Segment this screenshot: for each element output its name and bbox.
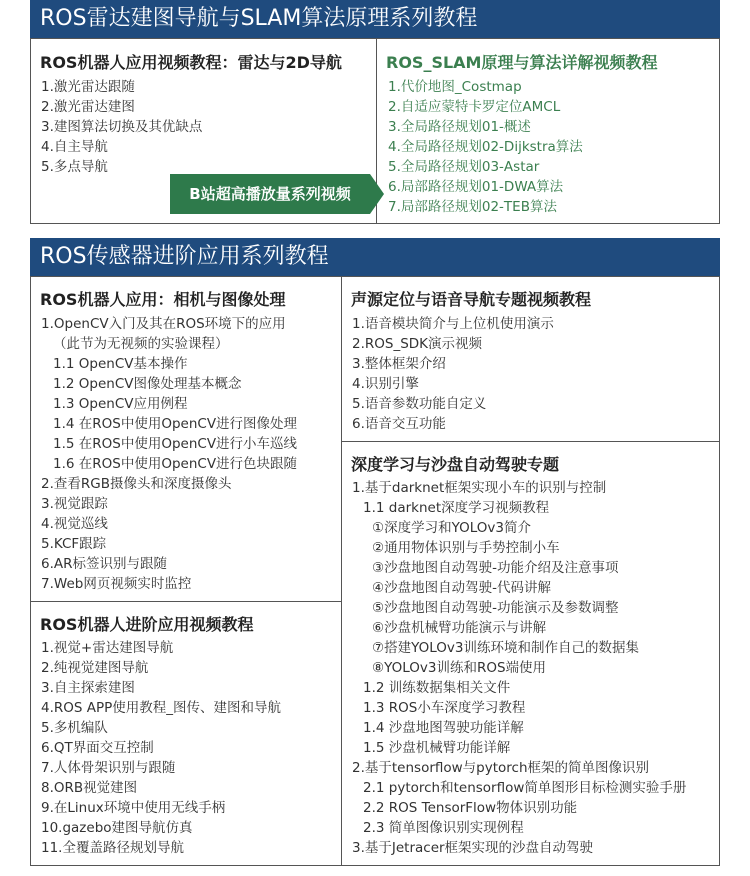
list-item: 3.建图算法切换及其优缺点 [41, 119, 203, 135]
list-item: 7.人体骨架识别与跟随 [41, 760, 176, 776]
list-item: ④沙盘地图自动驾驶-代码讲解 [372, 580, 551, 596]
list-item: 2.1 pytorch和tensorflow简单图形目标检测实验手册 [363, 780, 687, 796]
list-item: 5.KCF跟踪 [41, 536, 107, 552]
section2-banner: ROS传感器进阶应用系列教程 [30, 238, 720, 276]
list-item: 7.Web网页视频实时监控 [41, 576, 192, 592]
list-item: ①深度学习和YOLOv3简介 [372, 520, 531, 536]
advanced-list [41, 638, 281, 858]
list-item: 1.4 在ROS中使用OpenCV进行图像处理 [53, 416, 298, 432]
list-item: 9.在Linux环境中使用无线手柄 [41, 800, 226, 816]
list-item: 3.视觉跟踪 [41, 496, 108, 512]
list-item: 10.gazebo建图导航仿真 [41, 820, 193, 836]
list-item: 1.视觉+雷达建图导航 [41, 640, 174, 656]
list-item: 1.4 沙盘地图驾驶功能详解 [363, 720, 524, 736]
list-item: 4.全局路径规划02-Dijkstra算法 [388, 139, 583, 155]
lidar-nav-title: ROS机器人应用视频教程：雷达与2D导航 [40, 53, 342, 72]
list-item: （此节为无视频的实验课程） [53, 336, 229, 352]
camera-title: ROS机器人应用：相机与图像处理 [40, 290, 286, 309]
badge-arrow-icon [370, 174, 384, 214]
list-item: 1.语音模块简介与上位机使用演示 [352, 316, 554, 332]
list-item: 1.1 OpenCV基本操作 [53, 356, 188, 372]
list-item: 2.激光雷达建图 [41, 99, 135, 115]
section1-banner: ROS雷达建图导航与SLAM算法原理系列教程 [30, 0, 720, 38]
advanced-title: ROS机器人进阶应用视频教程 [40, 615, 254, 634]
list-item: 4.识别引擎 [352, 376, 419, 392]
list-item: 3.基于Jetracer框架实现的沙盘自动驾驶 [352, 840, 594, 856]
list-item: 6.QT界面交互控制 [41, 740, 154, 756]
list-item: 2.查看RGB摄像头和深度摄像头 [41, 476, 232, 492]
camera-list [41, 314, 297, 594]
list-item: 1.基于darknet框架实现小车的识别与控制 [352, 480, 607, 496]
list-item: 3.自主探索建图 [41, 680, 135, 696]
right-split-line [341, 441, 720, 442]
list-item: 3.全局路径规划01-概述 [388, 119, 531, 135]
list-item: ②通用物体识别与手势控制小车 [372, 540, 560, 556]
list-item: 2.ROS_SDK演示视频 [352, 336, 483, 352]
list-item: 1.代价地图_Costmap [388, 79, 522, 95]
list-item: 4.ROS APP使用教程_图传、建图和导航 [41, 700, 282, 716]
list-item: 3.整体框架介绍 [352, 356, 446, 372]
list-item: 1.3 OpenCV应用例程 [53, 396, 188, 412]
list-item: 2.基于tensorflow与pytorch框架的简单图像识别 [352, 760, 650, 776]
list-item: 1.5 沙盘机械臂功能详解 [363, 740, 511, 756]
list-item: 1.3 ROS小车深度学习教程 [363, 700, 526, 716]
list-item: 1.6 在ROS中使用OpenCV进行色块跟随 [53, 456, 298, 472]
list-item: 4.自主导航 [41, 139, 108, 155]
list-item: 1.激光雷达跟随 [41, 79, 135, 95]
section2-divider [341, 276, 342, 866]
list-item: 6.语音交互功能 [352, 416, 446, 432]
list-item: 1.5 在ROS中使用OpenCV进行小车巡线 [53, 436, 298, 452]
list-item: 4.视觉巡线 [41, 516, 108, 532]
lidar-nav-list [41, 77, 202, 177]
left-split-line [30, 601, 341, 602]
slam-title: ROS_SLAM原理与算法详解视频教程 [386, 53, 658, 72]
list-item: 5.多机编队 [41, 720, 108, 736]
list-item: ⑤沙盘地图自动驾驶-功能演示及参数调整 [372, 600, 619, 616]
list-item: 1.OpenCV入门及其在ROS环境下的应用 [41, 316, 286, 332]
list-item: 7.局部路径规划02-TEB算法 [388, 199, 557, 215]
list-item: 6.AR标签识别与跟随 [41, 556, 167, 572]
list-item: 5.语音参数功能自定义 [352, 396, 487, 412]
list-item: ⑦搭建YOLOv3训练环境和制作自己的数据集 [372, 640, 639, 656]
list-item: 1.2 OpenCV图像处理基本概念 [53, 376, 242, 392]
list-item: 6.局部路径规划01-DWA算法 [388, 179, 564, 195]
bilibili-badge: B站超高播放量系列视频 [170, 174, 370, 214]
voice-title: 声源定位与语音导航专题视频教程 [351, 290, 592, 309]
list-item: ⑧YOLOv3训练和ROS端使用 [372, 660, 547, 676]
list-item: 5.多点导航 [41, 159, 108, 175]
list-item: 2.2 ROS TensorFlow物体识别功能 [363, 800, 578, 816]
list-item: ③沙盘地图自动驾驶-功能介绍及注意事项 [372, 560, 619, 576]
list-item: 8.ORB视觉建图 [41, 780, 138, 796]
list-item: 11.全覆盖路径规划导航 [41, 840, 184, 856]
list-item: 5.全局路径规划03-Astar [388, 159, 540, 175]
deep-title: 深度学习与沙盘自动驾驶专题 [351, 455, 560, 474]
list-item: 2.纯视觉建图导航 [41, 660, 149, 676]
list-item: 2.3 简单图像识别实现例程 [363, 820, 524, 836]
list-item: 1.2 训练数据集相关文件 [363, 680, 511, 696]
list-item: ⑥沙盘机械臂功能演示与讲解 [372, 620, 547, 636]
deep-list [352, 478, 686, 858]
slam-list [388, 77, 583, 217]
list-item: 2.自适应蒙特卡罗定位AMCL [388, 99, 561, 115]
voice-list [352, 314, 554, 434]
list-item: 1.1 darknet深度学习视频教程 [363, 500, 550, 516]
